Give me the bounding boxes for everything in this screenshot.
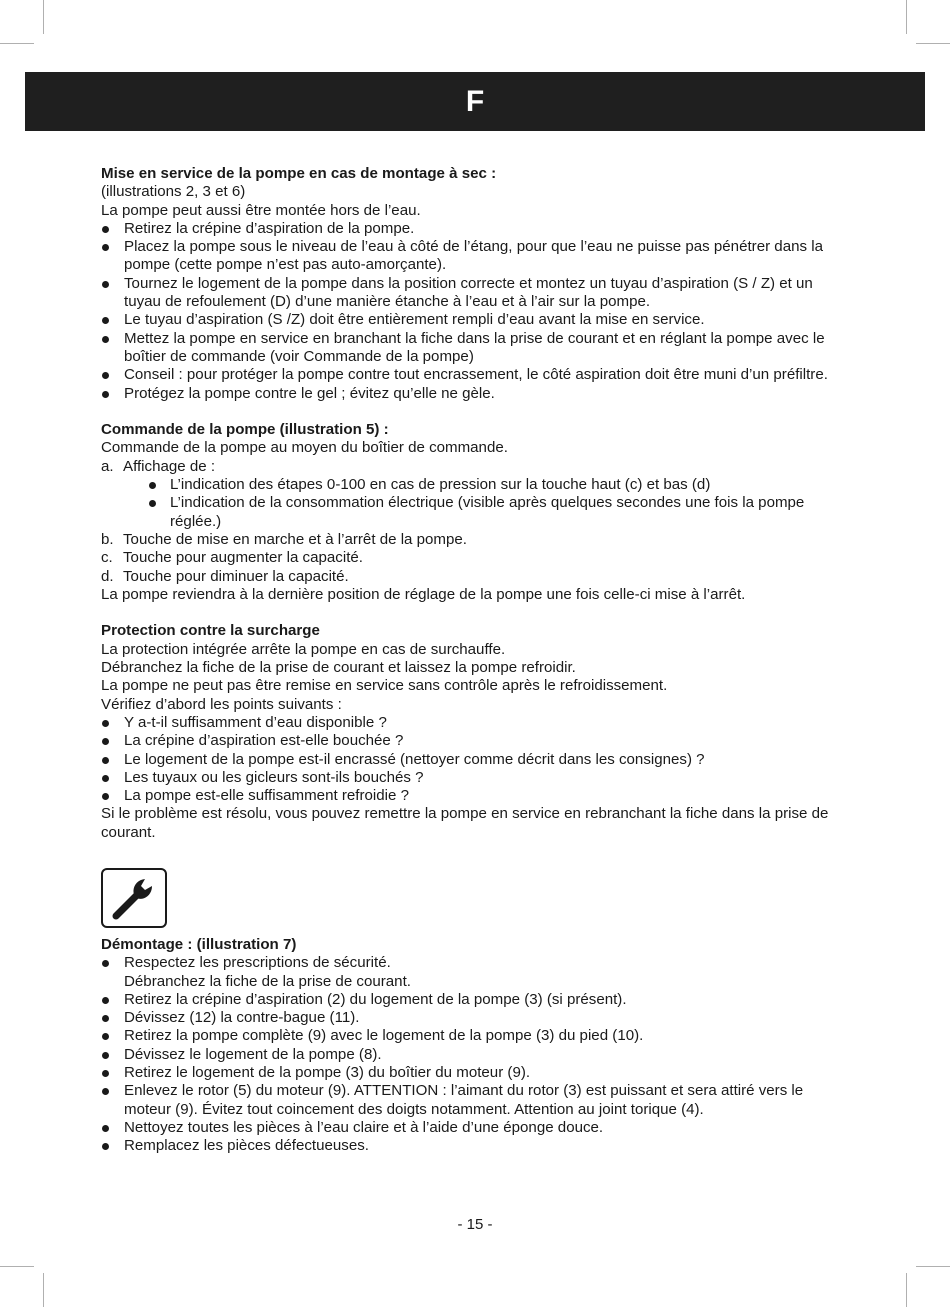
page-content [101,165,841,1156]
list-item: Mettez la pompe en service en branchant la fiche dans la prise de courant et en réglant la pompe avec le boîtier de commande (voir Commande de la pompe) [101,330,841,367]
language-letter: F [465,84,485,118]
section-title-disassembly: Démontage : (illustration 7) [101,935,297,953]
paragraph-line: La protection intégrée arrête la pompe en cas de surchauffe. [101,640,506,658]
section-closing: La pompe reviendra à la dernière position de réglage de la pompe une fois celle-ci mise à l’arrêt. [101,585,746,603]
language-header-band [25,72,925,131]
list-item: Retirez la crépine d’aspiration (2) du logement de la pompe (3) (si présent). [101,991,841,1009]
list-item: Placez la pompe sous le niveau de l’eau à côté de l’étang, pour que l’eau ne puisse pas pénétrer dans la pompe (cette pompe n’est pas auto-amorçante). [101,238,841,275]
list-item: Les tuyaux ou les gicleurs sont-ils bouchés ? [101,769,841,787]
section-closing: Si le problème est résolu, vous pouvez remettre la pompe en service en rebranchant la fiche dans la prise de courant. [101,805,829,841]
section-title-dry-mounting: Mise en service de la pompe en cas de montage à sec : [101,165,497,182]
section-intro: Commande de la pompe au moyen du boîtier de commande. [101,439,508,457]
item-marker: d. [101,567,114,585]
item-marker: a. [101,457,114,475]
paragraph-line: Débranchez la fiche de la prise de courant et laissez la pompe refroidir. [101,659,576,677]
item-text: Affichage de : [123,457,216,475]
crop-mark [906,0,907,34]
paragraph-line: Vérifiez d’abord les points suivants : [101,695,342,713]
section-ref: (illustrations 2, 3 et 6) [101,183,246,201]
crop-mark [43,0,44,34]
list-item: Respectez les prescriptions de sécurité. Débranchez la fiche de la prise de courant. [101,954,841,991]
item-text: Touche pour diminuer la capacité. [123,567,349,585]
list-item: La crépine d’aspiration est-elle bouchée ? [101,732,841,750]
list-item: Le tuyau d’aspiration (S /Z) doit être entièrement rempli d’eau avant la mise en service. [101,311,841,329]
display-list [148,476,841,531]
list-item: Dévissez le logement de la pompe (8). [101,1046,841,1064]
section-intro: La pompe peut aussi être montée hors de l’eau. [101,201,421,219]
list-item: L’indication de la consommation électrique (visible après quelques secondes une fois la pompe réglée.) [148,494,841,531]
wrench-icon [101,868,167,928]
list-item: Retirez le logement de la pompe (3) du boîtier du moteur (9). [101,1064,841,1082]
list-item: Nettoyez toutes les pièces à l’eau claire et à l’aide d’une éponge douce. [101,1119,841,1137]
list-item: Le logement de la pompe est-il encrassé (nettoyer comme décrit dans les consignes) ? [101,751,841,769]
list-item: Retirez la pompe complète (9) avec le logement de la pompe (3) du pied (10). [101,1027,841,1045]
item-marker: c. [101,549,113,567]
list-item: Dévissez (12) la contre-bague (11). [101,1009,841,1027]
crop-mark [916,43,950,44]
item-marker: b. [101,530,114,548]
list-item: Remplacez les pièces défectueuses. [101,1137,841,1155]
section-title-pump-command: Commande de la pompe (illustration 5) : [101,421,389,439]
crop-mark [916,1266,950,1267]
list-item: Enlevez le rotor (5) du moteur (9). ATTENTION : l’aimant du rotor (3) est puissant et sera attiré vers le moteur (9). Évitez tout coincement des doigts notamment. Attention au joint torique (4). [101,1082,841,1119]
list-item: Retirez la crépine d’aspiration de la pompe. [101,220,841,238]
section-title-overload: Protection contre la surcharge [101,622,320,640]
list-item: Conseil : pour protéger la pompe contre tout encrassement, le côté aspiration doit être muni d’un préfiltre. [101,366,841,384]
disassembly-list [101,954,841,1155]
item-text: Touche de mise en marche et à l’arrêt de la pompe. [123,530,467,548]
paragraph-line: La pompe ne peut pas être remise en service sans contrôle après le refroidissement. [101,677,668,695]
lettered-item-d [101,568,841,586]
item-text: Touche pour augmenter la capacité. [123,549,363,567]
lettered-item-b [101,531,841,549]
crop-mark [0,43,34,44]
list-item: Tournez le logement de la pompe dans la position correcte et montez un tuyau d’aspiration (S / Z) et un tuyau de refoulement (D) d’une manière étanche à l’eau et à l’air sur la pompe. [101,275,841,312]
page-number: - 15 - [457,1216,493,1233]
dry-mounting-list [101,220,841,403]
command-lettered-list [101,458,841,586]
list-item: Y a-t-il suffisamment d’eau disponible ? [101,714,841,732]
lettered-item-c [101,549,841,567]
list-item: La pompe est-elle suffisamment refroidie ? [101,787,841,805]
overload-checklist [101,714,841,805]
crop-mark [0,1266,34,1267]
crop-mark [43,1273,44,1307]
list-item: L’indication des étapes 0-100 en cas de pression sur la touche haut (c) et bas (d) [148,476,841,494]
crop-mark [906,1273,907,1307]
lettered-item-a [101,458,841,531]
list-item: Protégez la pompe contre le gel ; évitez qu’elle ne gèle. [101,385,841,403]
